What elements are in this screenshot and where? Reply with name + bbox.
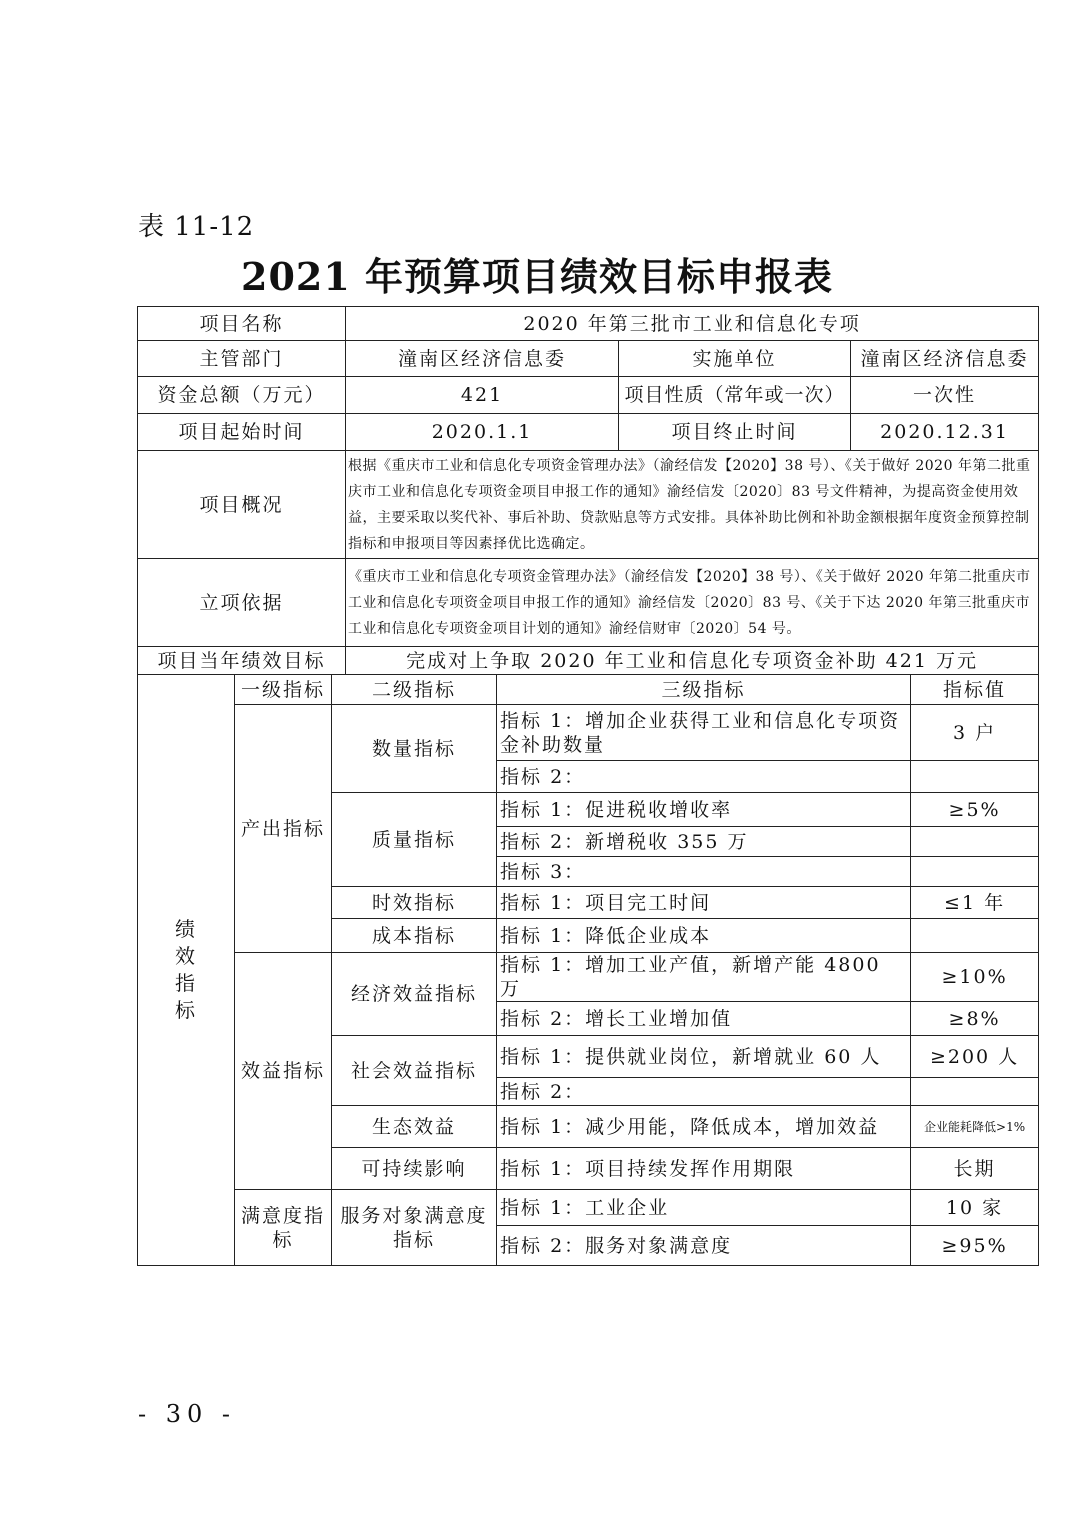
sustainability-indicator-1-value: 长期 [911, 1148, 1039, 1190]
col-header-level2: 二级指标 [332, 675, 497, 705]
ecological-indicator-1: 指标 1：减少用能，降低成本，增加效益 [497, 1106, 911, 1148]
table-row [138, 341, 1039, 377]
economic-indicator-1: 指标 1：增加工业产值，新增产能 4800 万 [497, 953, 911, 1002]
cost-indicator-1-value [911, 919, 1039, 953]
social-indicator-1: 指标 1：提供就业岗位，新增就业 60 人 [497, 1036, 911, 1078]
table-row [138, 377, 1039, 414]
economic-indicator-2: 指标 2：增长工业增加值 [497, 1002, 911, 1036]
cost-indicator-1: 指标 1：降低企业成本 [497, 919, 911, 953]
section-char: 指 [175, 971, 197, 995]
table-row [138, 1190, 1039, 1226]
performance-indicators-section [138, 675, 235, 1266]
economic-indicator-2-value: ≥8% [911, 1002, 1039, 1036]
project-name-label: 项目名称 [138, 307, 346, 341]
satisfaction-indicator-1: 指标 1：工业企业 [497, 1190, 911, 1226]
impl-value: 潼南区经济信息委 [851, 341, 1039, 377]
goal-label: 项目当年绩效目标 [138, 647, 346, 675]
economic-indicator-1-value: ≥10% [911, 953, 1039, 1002]
dept-value: 潼南区经济信息委 [346, 341, 619, 377]
output-indicator-label: 产出指标 [235, 705, 332, 953]
quantity-indicator-label: 数量指标 [332, 705, 497, 793]
table-row [138, 451, 1039, 559]
col-header-value: 指标值 [911, 675, 1039, 705]
col-header-level3: 三级指标 [497, 675, 911, 705]
nature-value: 一次性 [851, 377, 1039, 414]
economic-indicator-label: 经济效益指标 [332, 953, 497, 1036]
social-indicator-label: 社会效益指标 [332, 1036, 497, 1106]
start-label: 项目起始时间 [138, 414, 346, 451]
dept-label: 主管部门 [138, 341, 346, 377]
quantity-indicator-2: 指标 2： [497, 761, 911, 793]
section-char: 绩 [175, 917, 197, 941]
section-char: 标 [175, 998, 197, 1022]
cost-indicator-label: 成本指标 [332, 919, 497, 953]
service-satisfaction-label: 服务对象满意度指标 [332, 1190, 497, 1266]
overview-label: 项目概况 [138, 451, 346, 559]
satisfaction-indicator-1-value: 10 家 [911, 1190, 1039, 1226]
quality-indicator-2: 指标 2：新增税收 355 万 [497, 827, 911, 857]
quantity-indicator-2-value [911, 761, 1039, 793]
table-row [138, 675, 1039, 705]
funds-label: 资金总额（万元） [138, 377, 346, 414]
ecological-indicator-label: 生态效益 [332, 1106, 497, 1148]
quality-indicator-3: 指标 3： [497, 857, 911, 887]
project-name-value: 2020 年第三批市工业和信息化专项 [346, 307, 1039, 341]
social-indicator-1-value: ≥200 人 [911, 1036, 1039, 1078]
quality-indicator-label: 质量指标 [332, 793, 497, 887]
end-value: 2020.12.31 [851, 414, 1039, 451]
section-char: 效 [175, 944, 197, 968]
timeliness-indicator-label: 时效指标 [332, 887, 497, 919]
quality-indicator-2-value [911, 827, 1039, 857]
funds-value: 421 [346, 377, 619, 414]
page-number: - 30 - [138, 1400, 237, 1428]
ecological-indicator-1-value: 企业能耗降低>1% [911, 1106, 1039, 1148]
budget-performance-table [137, 306, 1039, 1266]
end-label: 项目终止时间 [619, 414, 851, 451]
impl-label: 实施单位 [619, 341, 851, 377]
quality-indicator-1: 指标 1：促进税收增收率 [497, 793, 911, 827]
table-row [138, 414, 1039, 451]
satisfaction-indicator-2: 指标 2：服务对象满意度 [497, 1226, 911, 1266]
basis-text: 《重庆市工业和信息化专项资金管理办法》（渝经信发【2020】38 号）、《关于做好 2020 年第二批重庆市工业和信息化专项资金项目申报工作的通知》渝经信发〔2020〕83 号、《关于下达 2020 年第三批重庆市工业和信息化专项资金项目计划的通知》渝经信财审〔2020〕54 号。 [346, 559, 1039, 647]
document-title: 2021 年预算项目绩效目标申报表 [241, 254, 833, 299]
social-indicator-2: 指标 2： [497, 1078, 911, 1106]
table-row [138, 953, 1039, 1002]
benefit-indicator-label: 效益指标 [235, 953, 332, 1190]
start-value: 2020.1.1 [346, 414, 619, 451]
overview-text: 根据《重庆市工业和信息化专项资金管理办法》（渝经信发【2020】38 号）、《关于做好 2020 年第二批重庆市工业和信息化专项资金项目申报工作的通知》渝经信发〔2020〕83 号文件精神，为提高资金使用效益，主要采取以奖代补、事后补助、贷款贴息等方式安排。具体补助比例和补助金额根据年度资金预算控制指标和申报项目等因素择优比选确定。 [346, 451, 1039, 559]
basis-label: 立项依据 [138, 559, 346, 647]
timeliness-indicator-1-value: ≤1 年 [911, 887, 1039, 919]
sustainability-indicator-1: 指标 1：项目持续发挥作用期限 [497, 1148, 911, 1190]
table-number-label: 表 11-12 [138, 212, 255, 242]
timeliness-indicator-1: 指标 1：项目完工时间 [497, 887, 911, 919]
nature-label: 项目性质（常年或一次） [619, 377, 851, 414]
table-row [138, 307, 1039, 341]
sustainability-indicator-label: 可持续影响 [332, 1148, 497, 1190]
satisfaction-indicator-2-value: ≥95% [911, 1226, 1039, 1266]
col-header-level1: 一级指标 [235, 675, 332, 705]
quantity-indicator-1: 指标 1：增加企业获得工业和信息化专项资金补助数量 [497, 705, 911, 761]
quality-indicator-1-value: ≥5% [911, 793, 1039, 827]
satisfaction-indicator-label: 满意度指标 [235, 1190, 332, 1266]
quantity-indicator-1-value: 3 户 [911, 705, 1039, 761]
goal-value: 完成对上争取 2020 年工业和信息化专项资金补助 421 万元 [346, 647, 1039, 675]
table-row [138, 647, 1039, 675]
table-row [138, 705, 1039, 761]
social-indicator-2-value [911, 1078, 1039, 1106]
quality-indicator-3-value [911, 857, 1039, 887]
table-row [138, 559, 1039, 647]
